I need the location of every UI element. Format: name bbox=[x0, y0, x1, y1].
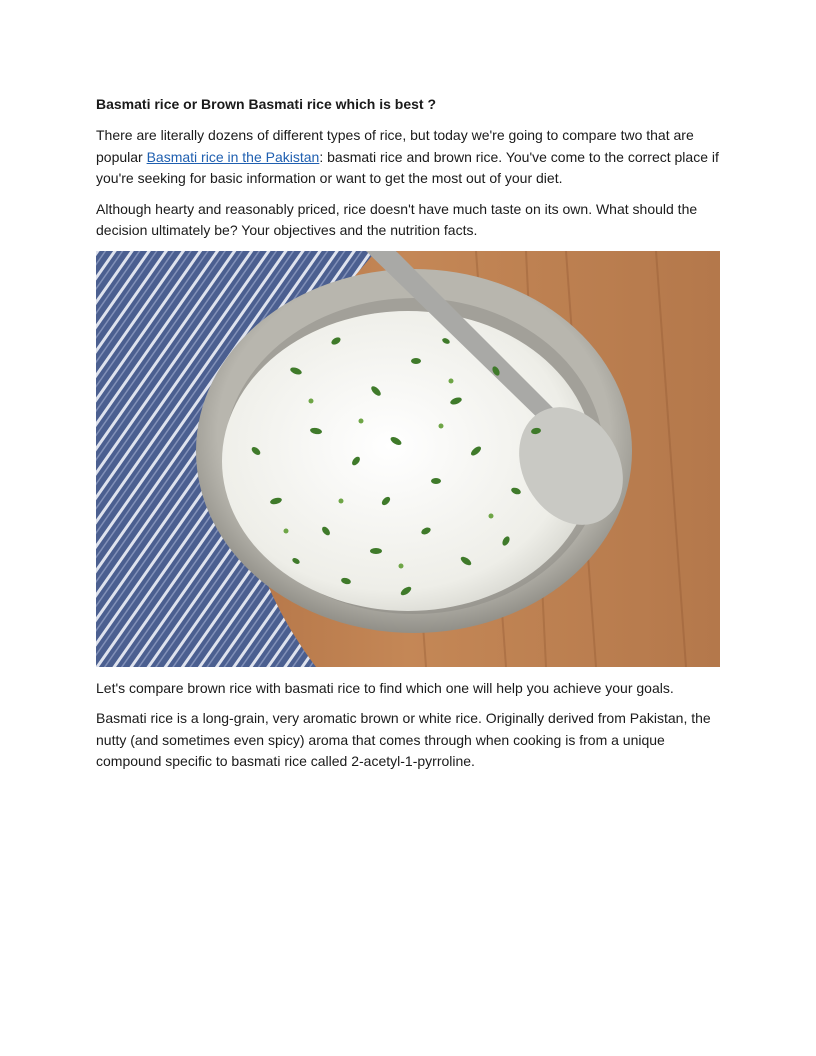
document-page bbox=[96, 94, 722, 782]
paragraph-intro-text-after: : basmati rice and brown rice. You've come to the correct place if you're seeking for basic information or want to get the most out of your diet. bbox=[96, 148, 719, 186]
rice-bowl-photo bbox=[96, 251, 720, 667]
paragraph-intro bbox=[96, 125, 722, 190]
paragraph-compare: Let's compare brown rice with basmati rice to find which one will help you achieve your goals. bbox=[96, 679, 674, 696]
document-title: Basmati rice or Brown Basmati rice which is best ? bbox=[96, 96, 436, 112]
paragraph-basmati-description: Basmati rice is a long-grain, very aromatic brown or white rice. Originally derived from Pakistan, the nutty (and sometimes even spicy) aroma that comes through when cooking is from a unique compound specific to basmati rice called 2-acetyl-1-pyrroline. bbox=[96, 710, 711, 769]
basmati-rice-pakistan-link[interactable]: Basmati rice in the Pakistan bbox=[146, 148, 320, 165]
paragraph-taste: Although hearty and reasonably priced, rice doesn't have much taste on its own. What should the decision ultimately be? Your objectives and the nutrition facts. bbox=[96, 200, 698, 238]
paragraph-intro-text-before: There are literally dozens of different types of rice, but today we're going to compare two that are popular bbox=[96, 127, 694, 165]
